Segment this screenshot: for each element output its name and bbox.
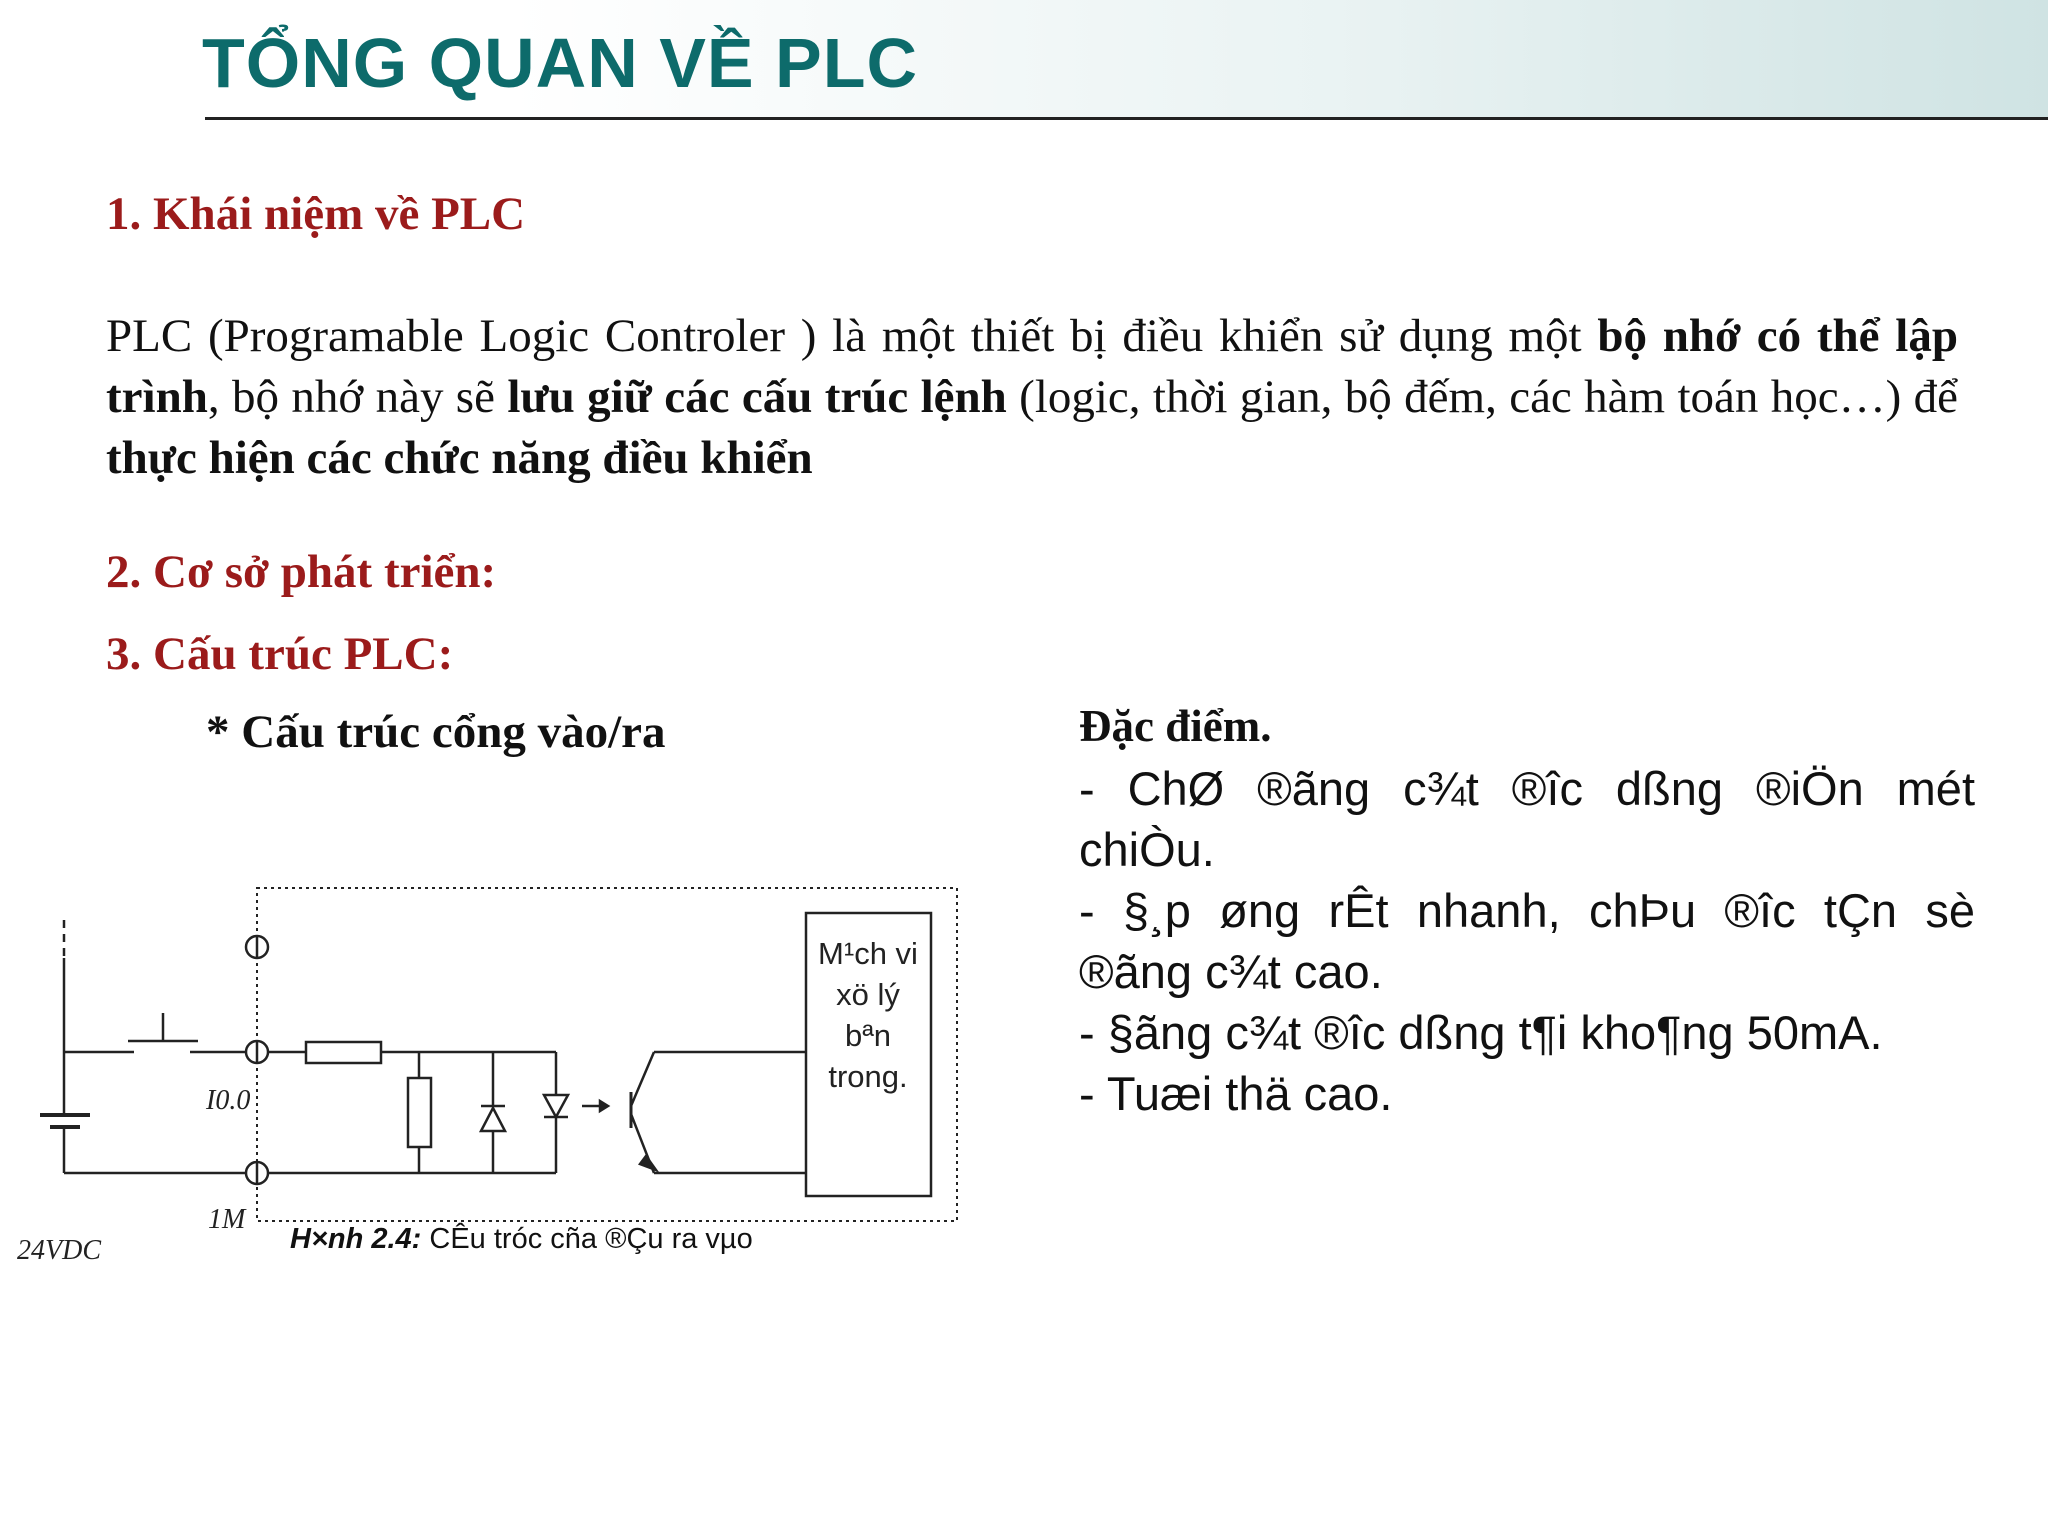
paragraph-emphasis: bộ nhớ có thể lập trình: [106, 310, 1959, 423]
battery-icon: [40, 1115, 90, 1127]
feature-item: - Tuæi thä cao.: [1079, 1067, 1393, 1120]
led-icon: [544, 1095, 568, 1117]
svg-text:trong.: trong.: [828, 1059, 908, 1094]
svg-text:bªn: bªn: [845, 1018, 891, 1053]
paragraph-text: PLC (Programable Logic Controler ) là một thiết bị điều khiển sử dụng một: [106, 310, 1598, 362]
title-divider: [205, 117, 2048, 120]
pushbutton-icon: [128, 1013, 198, 1041]
input-label: I0.0: [206, 1085, 251, 1116]
transistor-icon: [631, 1052, 656, 1173]
feature-item: - §ãng c¾t ®îc dßng t¶i kho¶ng 50mA.: [1079, 1006, 1883, 1059]
resistor-icon: [408, 1078, 431, 1147]
page-title: TỔNG QUAN VỀ PLC: [202, 24, 919, 102]
diode-icon: [481, 1108, 505, 1131]
paragraph-text: , bộ nhớ này sẽ: [207, 371, 508, 423]
svg-text:xö lý: xö lý: [836, 977, 900, 1012]
light-arrow-icon: [600, 1101, 608, 1111]
features-title: Đặc điểm.: [1079, 701, 1272, 751]
paragraph-text: (logic, thời gian, bộ đếm, các hàm toán học…) để: [1006, 371, 1958, 423]
section-1-heading: 1. Khái niệm về PLC: [106, 188, 526, 240]
paragraph-emphasis: thực hiện các chức năng điều khiển: [106, 432, 813, 484]
supply-label: 24VDC: [17, 1235, 101, 1266]
common-label: 1M: [208, 1204, 246, 1235]
definition-paragraph: [106, 306, 1958, 489]
figure-caption: [290, 1221, 753, 1257]
box-label: [818, 936, 918, 1094]
section-3-heading: 3. Cấu trúc PLC:: [106, 628, 454, 680]
resistor-icon: [306, 1042, 381, 1063]
paragraph-emphasis: lưu giữ các cấu trúc lệnh: [507, 371, 1007, 423]
feature-item: - ChØ ®ãng c¾t ®îc dßng ®iÖn mét chiÒu.: [1079, 762, 1975, 876]
io-circuit-diagram: [0, 870, 980, 1270]
io-structure-subheading: * Cấu trúc cổng vào/ra: [206, 706, 666, 758]
section-2-heading: 2. Cơ sở phát triển:: [106, 546, 497, 598]
feature-item: - §¸p øng rÊt nhanh, chÞu ®îc tÇn sè ®ãng c¾t cao.: [1079, 884, 1975, 998]
svg-text:M¹ch vi: M¹ch vi: [818, 936, 918, 971]
features-list: [1079, 758, 1975, 1124]
figure-caption-text: CÊu tróc cña ®Çu ra vµo: [421, 1223, 753, 1255]
figure-caption-number: H×nh 2.4:: [290, 1223, 422, 1255]
